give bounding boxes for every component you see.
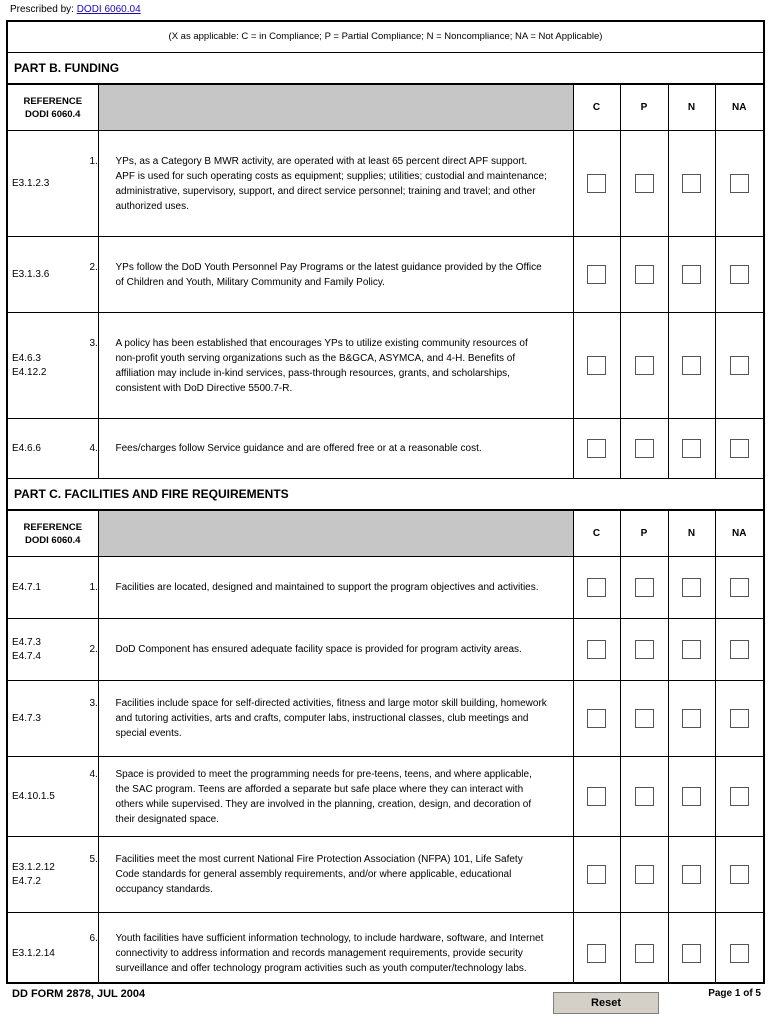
checkbox-na[interactable] bbox=[730, 944, 749, 963]
checkbox-n[interactable] bbox=[682, 265, 701, 284]
requirement-text bbox=[89, 260, 549, 290]
requirement-text bbox=[89, 931, 549, 976]
part-c-table bbox=[8, 510, 763, 984]
checkbox-cell-n bbox=[668, 419, 715, 479]
reference-code: E4.10.1.5 bbox=[12, 790, 55, 802]
checkbox-cell-na bbox=[715, 681, 763, 757]
column-header-na: NA bbox=[715, 511, 763, 557]
checkbox-cell-c bbox=[573, 619, 620, 681]
requirement-cell bbox=[89, 131, 573, 237]
reference-doc: DODI 6060.4 bbox=[25, 534, 81, 546]
requirement-text bbox=[89, 642, 549, 657]
reference-code: E3.1.2.12 E4.7.2 bbox=[12, 861, 55, 887]
requirement-body: Space is provided to meet the programming needs for pre-teens, teens, and where applicable, the SAC program. Teens are afforded a separate but safe place where they can interact with others while supervised. They are involved in the planning, creation, design, and decoration of their designated space. bbox=[115, 768, 532, 825]
checkbox-n[interactable] bbox=[682, 865, 701, 884]
column-header-n: N bbox=[668, 511, 715, 557]
requirement-body: Facilities are located, designed and maintained to support the program objectives and activities. bbox=[115, 582, 539, 593]
checklist-form bbox=[6, 20, 765, 984]
checkbox-cell-p bbox=[620, 419, 668, 479]
column-header-p: P bbox=[620, 511, 668, 557]
requirement-number: 4. bbox=[89, 768, 98, 780]
requirement-body: Youth facilities have sufficient information technology, to include hardware, software, and Internet connectivity to address information and records management requirements, provide security surveillance and offer technology program activities such as youth computer/technology labs. bbox=[115, 933, 544, 974]
requirement-text bbox=[89, 336, 549, 396]
requirement-body: Facilities include space for self-directed activities, fitness and large motor skill building, homework and tutoring activities, arts and crafts, computer labs, instructional classes, club meetings and special events. bbox=[115, 698, 547, 739]
requirement-body: Facilities meet the most current National Fire Protection Association (NFPA) 101, Life Safety Code standards for general assembly requirements, and/or where applicable, educational occupancy standards. bbox=[115, 854, 523, 895]
checkbox-p[interactable] bbox=[635, 709, 654, 728]
checkbox-cell-c bbox=[573, 757, 620, 837]
requirement-body: DoD Component has ensured adequate facility space is provided for program activity areas. bbox=[115, 644, 522, 655]
checkbox-cell-n bbox=[668, 757, 715, 837]
requirement-number: 3. bbox=[89, 698, 98, 709]
checkbox-p[interactable] bbox=[635, 439, 654, 458]
requirement-row bbox=[8, 313, 763, 419]
reference-cell bbox=[8, 837, 98, 913]
reference-code: E3.1.3.6 bbox=[12, 268, 50, 280]
checkbox-cell-na bbox=[715, 131, 763, 237]
checkbox-cell-p bbox=[620, 619, 668, 681]
checkbox-n[interactable] bbox=[682, 439, 701, 458]
checkbox-cell-na bbox=[715, 757, 763, 837]
reference-cell bbox=[8, 557, 98, 619]
reference-cell bbox=[8, 237, 98, 313]
checkbox-cell-n bbox=[668, 913, 715, 985]
reference-cell bbox=[8, 419, 98, 479]
checkbox-cell-p bbox=[620, 837, 668, 913]
requirement-text bbox=[89, 696, 549, 741]
reset-button[interactable]: Reset bbox=[553, 992, 659, 1014]
reference-cell bbox=[8, 913, 98, 985]
reference-code: E4.6.6 bbox=[12, 442, 41, 454]
checkbox-cell-n bbox=[668, 681, 715, 757]
prescribed-by bbox=[10, 4, 141, 15]
reference-cell bbox=[8, 131, 98, 237]
checkbox-n[interactable] bbox=[682, 356, 701, 375]
requirement-row bbox=[8, 913, 763, 985]
checkbox-na[interactable] bbox=[730, 439, 749, 458]
checkbox-na[interactable] bbox=[730, 174, 749, 193]
checkbox-n[interactable] bbox=[682, 578, 701, 597]
checkbox-p[interactable] bbox=[635, 356, 654, 375]
requirement-number: 6. bbox=[89, 933, 98, 944]
requirement-number: 1. bbox=[89, 155, 98, 167]
checkbox-n[interactable] bbox=[682, 174, 701, 193]
dodi-link[interactable]: DODI 6060.04 bbox=[76, 4, 141, 15]
compliance-legend: (X as applicable: C = in Compliance; P = Partial Compliance; N = Noncompliance; NA = Not Applicable) bbox=[8, 22, 763, 53]
checkbox-p[interactable] bbox=[635, 640, 654, 659]
reference-header bbox=[8, 85, 98, 131]
checkbox-cell-c bbox=[573, 313, 620, 419]
requirement-row bbox=[8, 557, 763, 619]
checkbox-c[interactable] bbox=[587, 787, 606, 806]
requirement-text bbox=[89, 852, 549, 897]
requirement-text bbox=[89, 154, 549, 214]
checkbox-cell-n bbox=[668, 131, 715, 237]
requirement-number: 2. bbox=[89, 261, 98, 273]
requirement-row bbox=[8, 131, 763, 237]
checkbox-cell-c bbox=[573, 237, 620, 313]
checkbox-n[interactable] bbox=[682, 709, 701, 728]
checkbox-cell-p bbox=[620, 313, 668, 419]
checkbox-cell-n bbox=[668, 557, 715, 619]
checkbox-cell-na bbox=[715, 237, 763, 313]
requirement-cell bbox=[89, 419, 573, 479]
checkbox-c[interactable] bbox=[587, 865, 606, 884]
column-header-n: N bbox=[668, 85, 715, 131]
checkbox-cell-na bbox=[715, 313, 763, 419]
checkbox-cell-n bbox=[668, 837, 715, 913]
checkbox-n[interactable] bbox=[682, 944, 701, 963]
checkbox-c[interactable] bbox=[587, 439, 606, 458]
requirement-body: YPs, as a Category B MWR activity, are operated with at least 65 percent direct APF support. APF is used for such operating costs as equipment; supplies; utilities; custodial and maintenance; administrative, supervisory, support, and direct service personnel; training and travel; and other authorized uses. bbox=[115, 155, 547, 212]
checkbox-cell-na bbox=[715, 557, 763, 619]
checkbox-cell-na bbox=[715, 837, 763, 913]
requirement-body: A policy has been established that encourages YPs to utilize existing community resources of non-profit youth serving organizations such as the B&GCA, ASYMCA, and 4-H. Benefits of affiliation may include in-kind services, pass-through resources, grants, and scholarships, consistent with DoD Directive 5500.7-R. bbox=[115, 337, 528, 394]
column-header-c: C bbox=[573, 85, 620, 131]
checkbox-n[interactable] bbox=[682, 640, 701, 659]
checkbox-n[interactable] bbox=[682, 787, 701, 806]
checkbox-p[interactable] bbox=[635, 865, 654, 884]
checkbox-cell-c bbox=[573, 131, 620, 237]
checkbox-c[interactable] bbox=[587, 356, 606, 375]
reference-label: REFERENCE bbox=[23, 95, 83, 107]
requirement-text bbox=[89, 580, 549, 595]
checkbox-c[interactable] bbox=[587, 578, 606, 597]
checkbox-c[interactable] bbox=[587, 265, 606, 284]
reference-cell bbox=[8, 757, 98, 837]
requirement-cell bbox=[89, 313, 573, 419]
reference-code: E4.7.3 bbox=[12, 712, 41, 724]
requirement-row bbox=[8, 837, 763, 913]
checkbox-p[interactable] bbox=[635, 174, 654, 193]
checkbox-cell-c bbox=[573, 837, 620, 913]
requirement-body: Fees/charges follow Service guidance and are offered free or at a reasonable cost. bbox=[115, 443, 482, 454]
checkbox-cell-c bbox=[573, 419, 620, 479]
part-b-table bbox=[8, 84, 763, 479]
checkbox-na[interactable] bbox=[730, 787, 749, 806]
requirement-header bbox=[98, 85, 573, 131]
requirement-row bbox=[8, 757, 763, 837]
requirement-number: 1. bbox=[89, 582, 98, 593]
checkbox-na[interactable] bbox=[730, 265, 749, 284]
checkbox-na[interactable] bbox=[730, 709, 749, 728]
reference-code: E3.1.2.14 bbox=[12, 947, 55, 959]
requirement-cell bbox=[89, 837, 573, 913]
reference-cell bbox=[8, 313, 98, 419]
checkbox-p[interactable] bbox=[635, 265, 654, 284]
checkbox-p[interactable] bbox=[635, 787, 654, 806]
checkbox-na[interactable] bbox=[730, 578, 749, 597]
header-row bbox=[8, 85, 763, 131]
requirement-cell bbox=[89, 681, 573, 757]
checkbox-cell-c bbox=[573, 557, 620, 619]
requirement-number: 4. bbox=[89, 443, 98, 454]
reference-code: E4.7.3 E4.7.4 bbox=[12, 636, 41, 662]
column-header-p: P bbox=[620, 85, 668, 131]
reference-code: E4.7.1 bbox=[12, 581, 41, 593]
requirement-row bbox=[8, 681, 763, 757]
requirement-cell bbox=[89, 619, 573, 681]
checkbox-cell-p bbox=[620, 913, 668, 985]
reference-label: REFERENCE bbox=[23, 521, 83, 533]
checkbox-cell-p bbox=[620, 131, 668, 237]
requirement-number: 2. bbox=[89, 644, 98, 655]
requirement-body: YPs follow the DoD Youth Personnel Pay Programs or the latest guidance provided by the Office of Children and Youth, Military Community and Family Policy. bbox=[115, 261, 542, 288]
requirement-text bbox=[89, 767, 549, 827]
column-header-na: NA bbox=[715, 85, 763, 131]
form-identifier: DD FORM 2878, JUL 2004 bbox=[12, 988, 146, 1000]
checkbox-cell-p bbox=[620, 237, 668, 313]
checkbox-c[interactable] bbox=[587, 174, 606, 193]
requirement-cell bbox=[89, 237, 573, 313]
checkbox-c[interactable] bbox=[587, 709, 606, 728]
checkbox-cell-n bbox=[668, 237, 715, 313]
column-header-c: C bbox=[573, 511, 620, 557]
requirement-cell bbox=[89, 913, 573, 985]
checkbox-cell-p bbox=[620, 757, 668, 837]
reference-header bbox=[8, 511, 98, 557]
requirement-text bbox=[89, 441, 549, 456]
checkbox-cell-na bbox=[715, 913, 763, 985]
checkbox-p[interactable] bbox=[635, 944, 654, 963]
checkbox-cell-n bbox=[668, 313, 715, 419]
reference-doc: DODI 6060.4 bbox=[25, 108, 81, 120]
checkbox-p[interactable] bbox=[635, 578, 654, 597]
checkbox-cell-c bbox=[573, 913, 620, 985]
requirement-row bbox=[8, 419, 763, 479]
reference-code: E3.1.2.3 bbox=[12, 177, 50, 189]
prescribed-label: Prescribed by: bbox=[10, 4, 74, 15]
reference-cell bbox=[8, 619, 98, 681]
requirement-row bbox=[8, 619, 763, 681]
requirement-cell bbox=[89, 557, 573, 619]
page-number: Page 1 of 5 bbox=[708, 988, 761, 999]
requirement-header bbox=[98, 511, 573, 557]
reference-cell bbox=[8, 681, 98, 757]
requirement-number: 3. bbox=[89, 337, 98, 349]
checkbox-cell-n bbox=[668, 619, 715, 681]
requirement-row bbox=[8, 237, 763, 313]
part-b-title: PART B. FUNDING bbox=[8, 53, 763, 84]
checkbox-c[interactable] bbox=[587, 640, 606, 659]
requirement-number: 5. bbox=[89, 854, 98, 865]
part-c-title: PART C. FACILITIES AND FIRE REQUIREMENTS bbox=[8, 479, 763, 510]
checkbox-cell-c bbox=[573, 681, 620, 757]
checkbox-cell-p bbox=[620, 681, 668, 757]
header-row bbox=[8, 511, 763, 557]
checkbox-cell-na bbox=[715, 619, 763, 681]
checkbox-na[interactable] bbox=[730, 356, 749, 375]
checkbox-cell-na bbox=[715, 419, 763, 479]
reference-code: E4.6.3 E4.12.2 bbox=[12, 352, 47, 378]
checkbox-cell-p bbox=[620, 557, 668, 619]
requirement-cell bbox=[89, 757, 573, 837]
checkbox-na[interactable] bbox=[730, 865, 749, 884]
checkbox-na[interactable] bbox=[730, 640, 749, 659]
checkbox-c[interactable] bbox=[587, 944, 606, 963]
